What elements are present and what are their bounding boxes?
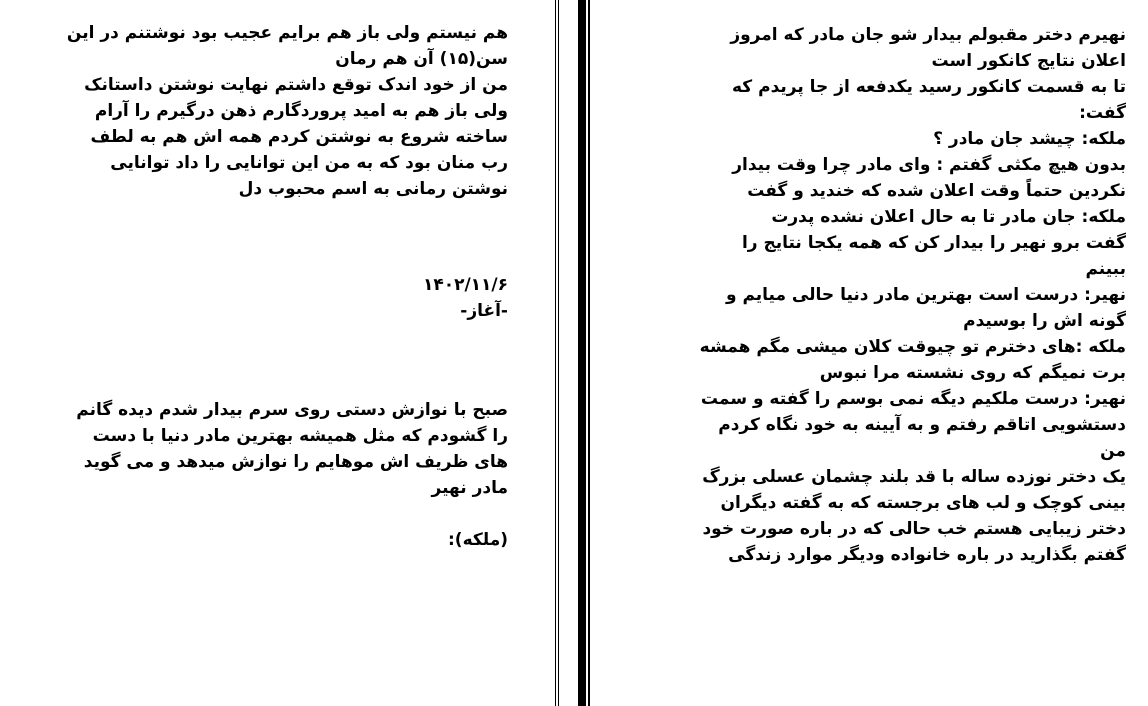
text-line: صبح با نوازش دستی روی سرم بیدار شدم دیده گانم <box>76 400 508 420</box>
text-line: تا به قسمت کانکور رسید یکدفعه از جا پریدم که <box>732 77 1126 97</box>
divider-line <box>558 0 559 706</box>
text-line: نهیر: درست است بهترین مادر دنیا حالی میایم و <box>725 285 1126 305</box>
divider-line-thick <box>578 0 586 706</box>
left-page <box>0 0 552 706</box>
divider-line <box>588 0 590 706</box>
blank-line <box>58 501 508 527</box>
text-line: نوشتن رمانی به اسم محبوب دل <box>238 179 508 199</box>
divider-line <box>555 0 556 706</box>
text-line: گفت برو نهیر را بیدار کن که همه یکجا نتایج را <box>741 233 1126 253</box>
text-line: ساخته شروع به نوشتن کردم همه اش هم به لطف <box>90 127 508 147</box>
text-line: بدون هیچ مکثی گفتم : وای مادر چرا وقت بیدار <box>732 155 1126 175</box>
text-line: ملکه: چیشد جان مادر ؟ <box>933 129 1126 149</box>
text-line: هم نیستم ولی باز هم برایم عجیب بود نوشتنم در این <box>66 23 508 43</box>
text-line: سن(۱۵) آن هم رمان <box>335 49 508 69</box>
text-line: رب منان بود که به من این توانایی را داد توانایی <box>110 153 508 173</box>
text-line: گفت: <box>1079 103 1126 123</box>
speaker-label: (ملکه): <box>448 530 508 550</box>
left-top-paragraph <box>58 20 508 202</box>
text-line: یک دختر نوزده ساله با قد بلند چشمان عسلی بزرگ <box>702 467 1126 487</box>
text-line: من از خود اندک توقع داشتم نهایت نوشتن داستانک <box>84 75 508 95</box>
text-line: نکردین حتماً وقت اعلان شده که خندید و گفت <box>747 181 1126 201</box>
text-line: های ظریف اش موهایم را نوازش میدهد و می گوید <box>83 452 508 472</box>
text-line: را گشودم که مثل همیشه بهترین مادر دنیا با دست <box>92 426 508 446</box>
date-block <box>58 272 508 324</box>
page-gutter <box>552 0 592 706</box>
text-line: مادر نهیر <box>431 478 508 498</box>
text-line: ولی باز هم به امید پروردگارم ذهن درگیرم را آرام <box>94 101 508 121</box>
text-line: نهیر: درست ملکیم دیگه نمی بوسم را گفته و سمت <box>700 389 1126 409</box>
text-line: اعلان نتایج کانکور است <box>931 51 1126 71</box>
text-line: برت نمیگم که روی نشسته مرا نبوس <box>819 363 1126 383</box>
text-line: گونه اش را بوسیدم <box>963 311 1126 331</box>
date-text: ۱۴۰۲/۱۱/۶ <box>422 275 508 295</box>
left-bottom-paragraph <box>58 397 508 553</box>
right-page <box>592 0 1148 706</box>
text-line: نهیرم دختر مقبولم بیدار شو جان مادر که امروز <box>730 25 1126 45</box>
text-line: گفتم بگذارید در باره خانواده ودیگر موارد زندگی <box>728 545 1126 565</box>
text-line: ملکه: جان مادر تا به حال اعلان نشده پدرت <box>771 207 1126 227</box>
text-line: ملکه :های دخترم تو چیوقت کلان میشی مگم همشه <box>699 337 1126 357</box>
text-line: دختر زیبایی هستم خب حالی که در باره صورت خود <box>702 519 1126 539</box>
text-line: دستشویی اتاقم رفتم و به آیینه به خود نگاه کردم من <box>718 415 1126 461</box>
text-line: بینی کوچک و لب های برجسته که به گفته دیگران <box>720 493 1126 513</box>
text-line: ببینم <box>1085 259 1126 279</box>
right-body-text <box>688 22 1126 568</box>
start-label: -آغاز- <box>460 301 508 321</box>
